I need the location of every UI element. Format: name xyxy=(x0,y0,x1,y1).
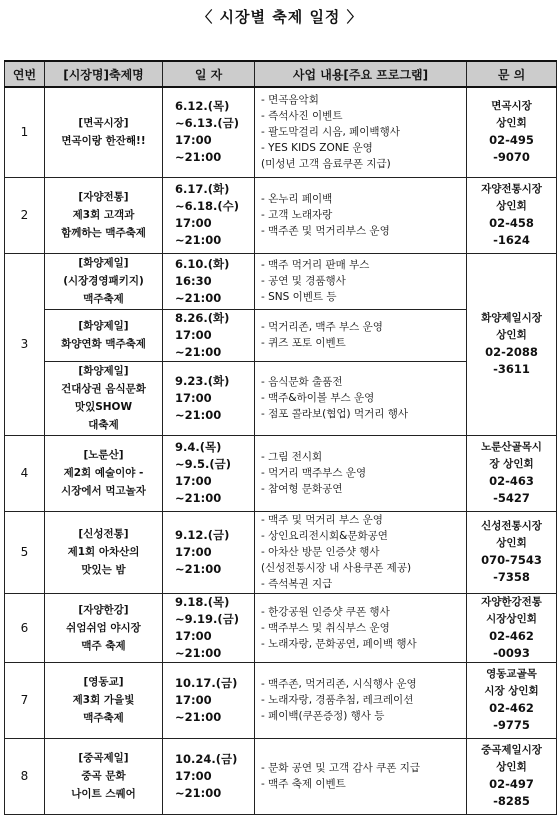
cell-line: 9.4.(목) xyxy=(175,440,222,454)
table-row xyxy=(5,87,557,177)
cell-line: 맥주 축제 xyxy=(81,639,126,652)
cell-festival-name xyxy=(45,738,163,814)
table-row xyxy=(5,177,557,253)
cell-program xyxy=(255,593,467,662)
cell-festival-name xyxy=(45,662,163,738)
cell-contact xyxy=(467,593,557,662)
cell-contact xyxy=(467,738,557,814)
cell-line: 영동교골목 xyxy=(486,668,537,680)
cell-line: - 음식문화 출품전 xyxy=(261,376,343,388)
cell-date xyxy=(163,177,255,253)
cell-line: 02-462 xyxy=(489,701,534,715)
cell-line: ~21:00 xyxy=(175,407,222,422)
cell-line: [노룬산] xyxy=(83,449,124,461)
cell-line: - 노래자랑, 문화공연, 페이백 행사 xyxy=(261,637,417,650)
cell-line: 화양제일시장 xyxy=(481,312,542,324)
cell-line: - 먹거리 맥주부스 운영 xyxy=(261,467,367,479)
festival-schedule-table xyxy=(4,60,557,815)
cell-line: ~21:00 xyxy=(175,290,222,305)
cell-line: - 즉석사진 이벤트 xyxy=(261,110,343,123)
cell-date xyxy=(163,253,255,309)
cell-line: 10.24.(금) xyxy=(175,751,238,766)
table-row xyxy=(5,435,557,511)
table-row xyxy=(5,738,557,814)
cell-program xyxy=(255,309,467,361)
cell-line: - 페이백(쿠폰증정) 행사 등 xyxy=(261,710,385,722)
cell-contact xyxy=(467,511,557,593)
cell-festival-name xyxy=(45,253,163,309)
cell-line: 시장상인회 xyxy=(486,612,537,625)
cell-line: 상인회 xyxy=(496,200,527,212)
cell-line: ~21:00 xyxy=(175,150,222,165)
cell-line: -1624 xyxy=(493,233,530,247)
cell-line: - 맥주존, 먹거리존, 시식행사 운영 xyxy=(261,678,417,690)
table-header-row xyxy=(5,61,557,87)
cell-line: 070-7543 xyxy=(481,553,542,567)
cell-no: 5 xyxy=(5,511,45,593)
cell-line: 17:00 xyxy=(175,628,212,643)
cell-line: [자양전통] xyxy=(78,191,129,203)
cell-line: - 맥주존 및 먹거리부스 운영 xyxy=(261,225,390,237)
cell-date xyxy=(163,662,255,738)
cell-contact xyxy=(467,87,557,177)
cell-line: 17:00 xyxy=(175,133,212,148)
cell-line: - 한강공원 인증샷 쿠폰 행사 xyxy=(261,605,390,618)
cell-program xyxy=(255,177,467,253)
cell-line: [화양제일] xyxy=(78,320,129,332)
header-contact: 문 의 xyxy=(467,61,557,87)
cell-program xyxy=(255,662,467,738)
cell-line: 제3회 가을빛 xyxy=(72,694,135,706)
cell-no: 1 xyxy=(5,87,45,177)
cell-line: - 맥주&하이볼 부스 운영 xyxy=(261,392,375,404)
cell-line: 맥주축제 xyxy=(83,712,124,724)
cell-line: 대축제 xyxy=(88,419,119,431)
header-program: 사업 내용[주요 프로그램] xyxy=(255,61,467,87)
cell-line: -7358 xyxy=(493,570,530,584)
cell-line: 제3회 고객과 xyxy=(72,209,135,221)
cell-line: - 상인요리전시회&문화공연 xyxy=(261,530,388,542)
cell-line: 17:00 xyxy=(175,692,212,707)
cell-line: ~6.18.(수) xyxy=(175,199,239,213)
cell-line: (시장경영패키지) xyxy=(63,275,144,287)
cell-line: 16:30 xyxy=(175,273,212,288)
cell-line: ~9.5.(금) xyxy=(175,457,231,471)
cell-line: 02-2088 xyxy=(485,345,538,359)
cell-line: 면곡이랑 한잔해!! xyxy=(61,135,146,148)
cell-line: ~21:00 xyxy=(175,785,222,800)
table-row xyxy=(5,662,557,738)
cell-line: ~21:00 xyxy=(175,233,222,247)
cell-line: 17:00 xyxy=(175,390,212,405)
cell-festival-name xyxy=(45,593,163,662)
cell-line: 중곡제일시장 xyxy=(481,744,542,756)
cell-line: 9.18.(목) xyxy=(175,594,230,609)
cell-line: -5427 xyxy=(493,491,530,505)
cell-line: 02-495 xyxy=(489,133,534,148)
cell-date xyxy=(163,435,255,511)
cell-line: 17:00 xyxy=(175,768,212,783)
cell-line: -8285 xyxy=(493,794,530,808)
cell-festival-name xyxy=(45,177,163,253)
cell-no: 7 xyxy=(5,662,45,738)
cell-line: 8.26.(화) xyxy=(175,310,230,325)
cell-line: 나이트 스퀘어 xyxy=(71,788,136,800)
table-row xyxy=(5,253,557,309)
cell-program xyxy=(255,87,467,177)
cell-no: 3 xyxy=(5,253,45,435)
cell-contact xyxy=(467,253,557,435)
cell-program xyxy=(255,511,467,593)
cell-line: - 즉석복권 지급 xyxy=(261,578,333,590)
cell-date xyxy=(163,593,255,662)
cell-line: 맛있는 밤 xyxy=(81,564,126,576)
cell-line: 함께하는 맥주축제 xyxy=(61,227,146,239)
cell-line: - 맥주 먹거리 판매 부스 xyxy=(261,259,370,271)
cell-line: - 팔도막걸리 시음, 페이백행사 xyxy=(261,126,400,139)
cell-no: 2 xyxy=(5,177,45,253)
cell-line: - 맥주 축제 이벤트 xyxy=(261,778,346,790)
table-row xyxy=(5,593,557,662)
cell-line: (미성년 고객 음료쿠폰 지급) xyxy=(261,158,391,171)
cell-line: 02-462 xyxy=(489,628,534,643)
cell-line: -0093 xyxy=(493,645,530,660)
cell-line: ~21:00 xyxy=(175,491,222,505)
cell-line: 쉬엄쉬엄 야시장 xyxy=(66,621,141,634)
cell-line: 9.23.(화) xyxy=(175,373,230,388)
cell-line: - 맥주부스 및 취식부스 운영 xyxy=(261,621,390,634)
cell-line: 02-497 xyxy=(489,777,534,791)
cell-line: 02-463 xyxy=(489,474,534,488)
cell-line: [화양제일] xyxy=(78,365,129,377)
cell-line: -9070 xyxy=(493,150,530,165)
cell-line: - 그림 전시회 xyxy=(261,451,323,463)
cell-line: -9775 xyxy=(493,718,530,732)
cell-line: 중곡 문화 xyxy=(81,770,126,782)
cell-line: - 맥주 및 먹거리 부스 운영 xyxy=(261,514,383,526)
cell-line: 17:00 xyxy=(175,327,212,342)
cell-line: ~9.19.(금) xyxy=(175,611,239,626)
cell-line: 신성전통시장 xyxy=(481,520,542,532)
cell-line: 상인회 xyxy=(496,537,527,549)
cell-line: - 면곡음악회 xyxy=(261,94,319,107)
cell-line: 17:00 xyxy=(175,544,212,559)
cell-contact xyxy=(467,435,557,511)
cell-line: - 참여형 문화공연 xyxy=(261,483,343,495)
cell-line: (신성전통시장 내 사용쿠폰 제공) xyxy=(261,562,412,574)
cell-line: 6.10.(화) xyxy=(175,256,230,271)
table-row xyxy=(5,511,557,593)
cell-line: - 아차산 방문 인증샷 행사 xyxy=(261,546,380,558)
cell-line: 02-458 xyxy=(489,216,534,230)
cell-line: 면곡시장 xyxy=(491,100,532,113)
cell-line: 장 상인회 xyxy=(489,458,534,470)
cell-line: ~21:00 xyxy=(175,561,222,576)
cell-festival-name xyxy=(45,511,163,593)
cell-line: [영동교] xyxy=(83,676,124,688)
cell-line: 맥주축제 xyxy=(83,293,124,305)
cell-line: -3611 xyxy=(493,362,530,376)
cell-line: - YES KIDS ZONE 운영 xyxy=(261,142,373,155)
cell-line: 6.17.(화) xyxy=(175,182,230,196)
cell-no: 4 xyxy=(5,435,45,511)
header-date: 일 자 xyxy=(163,61,255,87)
cell-line: 자양전통시장 xyxy=(481,183,542,195)
cell-festival-name xyxy=(45,309,163,361)
cell-line: 자양한강전통 xyxy=(481,595,542,608)
cell-line: [중곡제일] xyxy=(78,752,129,764)
header-festival-name: [시장명]축제명 xyxy=(45,61,163,87)
cell-line: - 온누리 페이백 xyxy=(261,193,333,205)
cell-line: 9.12.(금) xyxy=(175,527,230,542)
cell-line: ~6.13.(금) xyxy=(175,116,239,131)
cell-line: - SNS 이벤트 등 xyxy=(261,291,337,303)
cell-line: 시장에서 먹고놀자 xyxy=(61,485,146,497)
cell-date xyxy=(163,511,255,593)
cell-date xyxy=(163,361,255,435)
cell-line: ~21:00 xyxy=(175,645,222,660)
cell-date xyxy=(163,309,255,361)
cell-line: - 먹거리존, 맥주 부스 운영 xyxy=(261,321,383,333)
cell-line: - 노래자랑, 경품추첨, 레크레이션 xyxy=(261,694,414,706)
cell-date xyxy=(163,87,255,177)
cell-line: - 고객 노래자랑 xyxy=(261,209,333,221)
cell-festival-name xyxy=(45,361,163,435)
cell-line: 맛있SHOW xyxy=(74,401,133,413)
cell-line: - 점포 콜라보(협업) 먹거리 행사 xyxy=(261,408,409,420)
cell-line: - 공연 및 경품행사 xyxy=(261,275,346,287)
cell-line: 17:00 xyxy=(175,474,212,488)
cell-festival-name xyxy=(45,435,163,511)
cell-line: 17:00 xyxy=(175,216,212,230)
cell-line: [면곡시장] xyxy=(78,117,129,130)
cell-line: 6.12.(목) xyxy=(175,99,230,114)
cell-program xyxy=(255,361,467,435)
cell-contact xyxy=(467,662,557,738)
cell-festival-name xyxy=(45,87,163,177)
cell-line: 제1회 아차산의 xyxy=(67,546,140,558)
cell-contact xyxy=(467,177,557,253)
cell-no: 8 xyxy=(5,738,45,814)
cell-line: ~21:00 xyxy=(175,344,222,359)
cell-line: ~21:00 xyxy=(175,709,222,724)
cell-line: 화양연화 맥주축제 xyxy=(61,338,146,350)
cell-line: 제2회 예술이야 - xyxy=(63,467,144,479)
page-title: 〈 시장별 축제 일정 〉 xyxy=(197,8,363,26)
cell-no: 6 xyxy=(5,593,45,662)
cell-program xyxy=(255,738,467,814)
cell-line: 건대상권 음식문화 xyxy=(61,383,146,395)
cell-line: [자양한강] xyxy=(78,603,129,616)
cell-date xyxy=(163,738,255,814)
cell-line: 상인회 xyxy=(496,329,527,341)
cell-line: 노룬산골목시 xyxy=(481,441,542,453)
cell-line: [화양제일] xyxy=(78,257,129,269)
cell-program xyxy=(255,253,467,309)
cell-line: 상인회 xyxy=(496,117,527,130)
cell-line: - 퀴즈 포토 이벤트 xyxy=(261,337,346,349)
cell-line: [신성전통] xyxy=(78,528,129,540)
header-no: 연번 xyxy=(5,61,45,87)
cell-line: 10.17.(금) xyxy=(175,675,238,690)
cell-line: 상인회 xyxy=(496,761,527,773)
cell-program xyxy=(255,435,467,511)
cell-line: 시장 상인회 xyxy=(484,685,539,697)
cell-line: - 문화 공연 및 고객 감사 쿠폰 지급 xyxy=(261,762,421,774)
